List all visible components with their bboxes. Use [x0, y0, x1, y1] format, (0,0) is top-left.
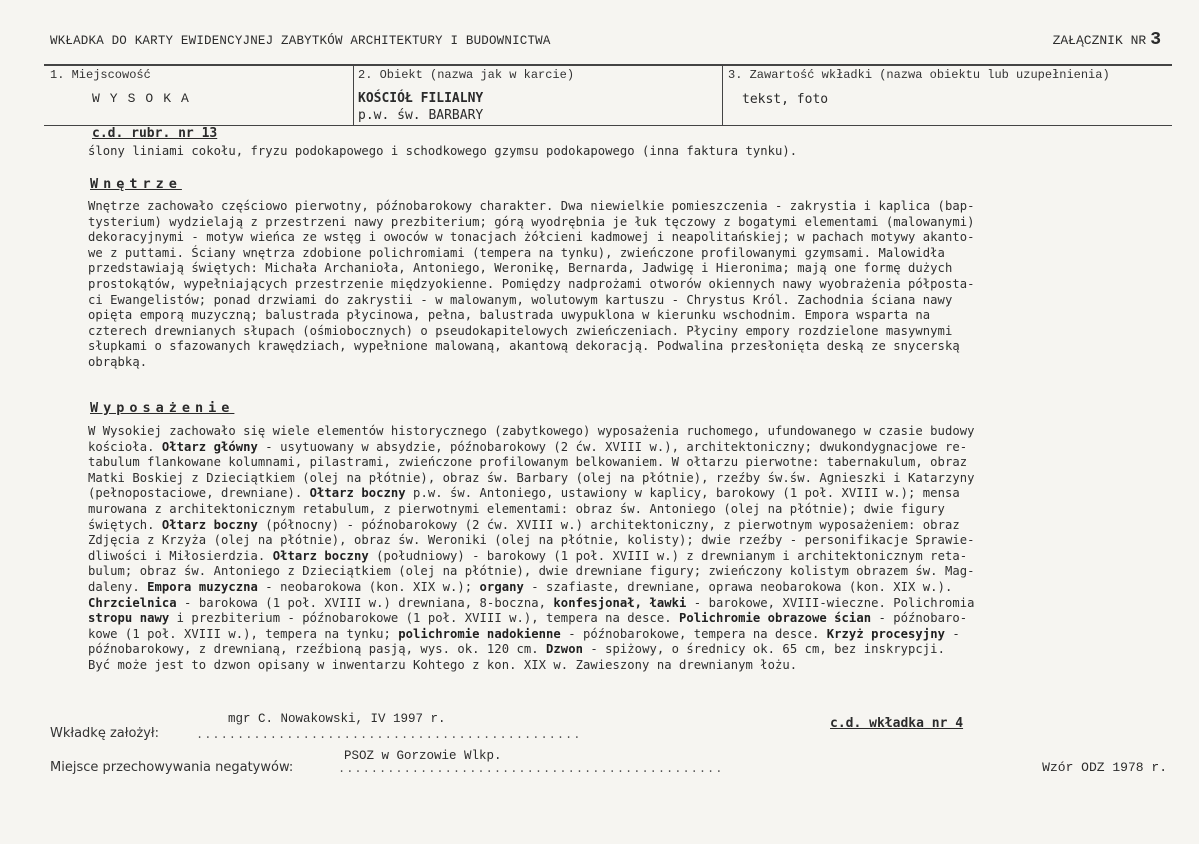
text-run: W Wysokiej zachowało się wiele elementów historycznego (zabytkowego) wyposażenia ruchomego, ufundowanego w czasie budowy — [88, 424, 975, 438]
text-line — [88, 564, 1128, 580]
bold-term: Chrzcielnica — [88, 595, 177, 610]
object-label: 2. Obiekt (nazwa jak w karcie) — [358, 68, 575, 82]
author-value: mgr C. Nowakowski, IV 1997 r. — [228, 712, 446, 726]
text-line — [88, 611, 1128, 627]
text-run: murowana z architektonicznym retabulum, z pierwotnymi elementami: obraz św. Antoniego (olej na płótnie); dwie figury — [88, 501, 945, 516]
locality-value: WYSOKA — [92, 91, 199, 106]
text-line — [88, 486, 1128, 502]
author-label: Wkładkę założył: — [50, 726, 159, 741]
intro-line: ślony liniami cokołu, fryzu podokapowego i schodkowego gzymsu podokapowego (inna faktura tynku). — [88, 144, 798, 158]
bold-term: Dzwon — [546, 642, 583, 657]
content-label: 3. Zawartość wkładki (nazwa obiektu lub uzupełnienia) — [728, 68, 1110, 82]
text-run: - późnobaro- — [871, 611, 968, 626]
bold-term: organy — [479, 579, 524, 594]
text-run: (pełnopostaciowe, drewniane). — [88, 486, 310, 501]
text-line — [88, 518, 1128, 534]
bold-term: stropu nawy — [88, 611, 170, 626]
text-line: obrąbką. — [88, 354, 148, 369]
bold-term: Ołtarz boczny — [161, 517, 258, 532]
text-line — [88, 424, 1128, 440]
text-run: - neobarokowa (kon. XIX w.); — [257, 579, 480, 594]
text-run: - szafiaste, drewniane, oprawa neobarokowa (kon. XIX w.). — [523, 579, 953, 594]
text-run: tabulum flankowane kolumnami, pilastrami, zwieńczone profilowanym belkowaniem. W ołtarzu pierwotne: tabernakulum, obraz — [88, 455, 968, 470]
attachment-number — [1053, 30, 1161, 50]
text-run: kowe (1 poł. XVIII w.), tempera na tynku; — [88, 626, 399, 641]
author-dotted-line: ............................................... — [196, 728, 582, 742]
negatives-dotted-line: ............................................... — [338, 762, 724, 776]
text-run: Być może jest to dzwon opisany w inwentarzu Kohtego z kon. XIX w. Zawieszony na drewnianym łożu. — [88, 657, 798, 672]
text-line: ci Ewangelistów; ponad drzwiami do zakrystii - w malowanym, wolutowym kartuszu - Chrystus Król. Zachodnia ściana nawy — [88, 292, 953, 307]
text-run: - usytuowany w absydzie, późnobarokowy (2 ćw. XVIII w.), architektoniczny; dwukondygnacjowe re- — [257, 439, 968, 454]
column-divider — [722, 64, 723, 126]
text-run: - — [944, 626, 960, 641]
text-line: opięta emporą muzyczną; balustrada płycinowa, pełna, balustrada uwypuklona w kierunku wschodnim. Empora wsparta na — [88, 308, 931, 323]
column-divider — [353, 64, 354, 126]
form-title: WKŁADKA DO KARTY EWIDENCYJNEJ ZABYTKÓW ARCHITEKTURY I BUDOWNICTWA — [50, 34, 551, 48]
text-run: - późnobarokowe, tempera na desce. — [560, 626, 827, 641]
text-line: czterech drewnianych słupach (ośmiobocznych) o pseudokapitelowych zwieńczeniach. Płyciny empory rozdzielone masywnymi — [88, 323, 953, 338]
bold-term: polichromie nadokienne — [398, 626, 561, 641]
text-line — [88, 549, 1128, 565]
text-line — [88, 455, 1128, 471]
negatives-value: PSOZ w Gorzowie Wlkp. — [344, 749, 502, 763]
text-line — [88, 596, 1128, 612]
text-run: późnobarokowy, z drewnianą, rzeźbioną pasją, wys. ok. 120 cm. — [88, 642, 547, 657]
text-run: Matki Boskiej z Dzieciątkiem (olej na płótnie), obraz św. Barbary (olej na płótnie), rzeźby św.św. Agnieszki i Katarzyny — [88, 470, 975, 485]
continuation-insert: c.d. wkładka nr 4 — [830, 716, 964, 731]
interior-text — [88, 199, 1128, 371]
locality-label: 1. Miejscowość — [50, 68, 151, 82]
furnishings-text — [88, 424, 1128, 674]
text-line — [88, 580, 1128, 596]
text-run: daleny. — [88, 579, 148, 594]
template-version: Wzór ODZ 1978 r. — [1042, 760, 1167, 775]
text-line: przedstawiają świętych: Michała Archanioła, Antoniego, Weronikę, Bernarda, Jadwigę i Hieronima; mają one formę dużych — [88, 261, 953, 276]
text-run: bulum; obraz św. Antoniego z Dzieciątkiem (olej na płótnie), dwie drewniane figury; zwieńczony kolistym obrazem św. Mag- — [88, 564, 975, 579]
continuation-rubric: c.d. rubr. nr 13 — [92, 126, 218, 141]
text-line — [88, 502, 1128, 518]
text-line — [88, 471, 1128, 487]
section-heading-furnishings: Wyposażenie — [90, 400, 235, 416]
text-line: tysterium) wydzielają z przestrzeni nawy prezbiterium; górą wyodrębnia je łuk tęczowy z bogatymi elementami (malowanymi) — [88, 214, 975, 229]
text-line — [88, 533, 1128, 549]
text-run: p.w. św. Antoniego, ustawiony w kaplicy, barokowy (1 poł. XVIII w.); mensa — [405, 486, 960, 501]
text-line — [88, 440, 1128, 456]
text-run: dliwości i Miłosierdzia. — [88, 548, 273, 563]
text-line: Wnętrze zachowało częściowo pierwotny, późnobarokowy charakter. Dwa niewielkie pomieszczenia - zakrystia i kaplica (bap- — [88, 199, 975, 213]
text-line: we z puttami. Ściany wnętrza zdobione polichromiami (tempera na tynku), zwieńczone profilowanymi gzymsami. Malowidła — [88, 245, 945, 260]
bold-term: Ołtarz główny — [161, 439, 258, 454]
bold-term: konfesjonał, ławki — [553, 595, 687, 610]
text-run: i prezbiterium - późnobarokowe (1 poł. XVIII w.), tempera na desce. — [169, 611, 680, 626]
text-run: - spiżowy, o średnicy ok. 65 cm, bez inskrypcji. — [582, 642, 945, 657]
table-top-rule — [44, 64, 1172, 66]
text-run: świętych. — [88, 517, 162, 532]
text-run: - barokowe, XVIII-wieczne. Polichromia — [686, 595, 975, 610]
text-line — [88, 642, 1128, 658]
text-run: - barokowa (1 poł. XVIII w.) drewniana, 8-boczna, — [176, 595, 554, 610]
text-run: (północny) - późnobarokowy (2 ćw. XVIII w.) architektoniczny, z pierwotnym wyposażeniem: obraz — [257, 517, 960, 532]
section-heading-interior: Wnętrze — [90, 176, 182, 192]
text-line — [88, 627, 1128, 643]
bold-term: Krzyż procesyjny — [826, 626, 945, 641]
text-line — [88, 658, 1128, 674]
text-line: słupkami o sfazowanych krawędziach, wypełnione malowaną, akantową dekoracją. Podwalina przesłonięta deską ze snycerską — [88, 339, 960, 354]
negatives-label: Miejsce przechowywania negatywów: — [50, 760, 294, 775]
text-line: dekoracyjnymi - motyw wieńca ze wstęg i owoców w tonacjach żółcieni kadmowej i neapolitańskiej; w pachach motywy akanto- — [88, 230, 975, 245]
bold-term: Ołtarz boczny — [309, 486, 406, 501]
text-run: kościoła. — [88, 439, 162, 454]
content-value: tekst, foto — [742, 92, 829, 107]
bold-term: Empora muzyczna — [147, 579, 258, 594]
attachment-value: 3 — [1150, 30, 1161, 50]
bold-term: Polichromie obrazowe ścian — [679, 611, 872, 626]
text-run: (południowy) - barokowy (1 poł. XVIII w.) z drewnianym i architektonicznym reta- — [368, 548, 968, 563]
text-run: Zdjęcia z Krzyża (olej na płótnie), obraz św. Weroniki (olej na płótnie, kolisty); dwie rzeźby - personifikacje Sprawie- — [88, 533, 975, 548]
attachment-label: ZAŁĄCZNIK NR — [1052, 33, 1147, 48]
bold-term: Ołtarz boczny — [272, 548, 369, 563]
object-value-line1: KOŚCIÓŁ FILIALNY — [358, 91, 484, 106]
text-line: prostokątów, wypełniających przestrzenie międzyokienne. Pomiędzy nadprożami otworów okiennych nawy wyobrażenia półposta- — [88, 276, 975, 291]
object-value-line2: p.w. św. BARBARY — [358, 108, 484, 123]
